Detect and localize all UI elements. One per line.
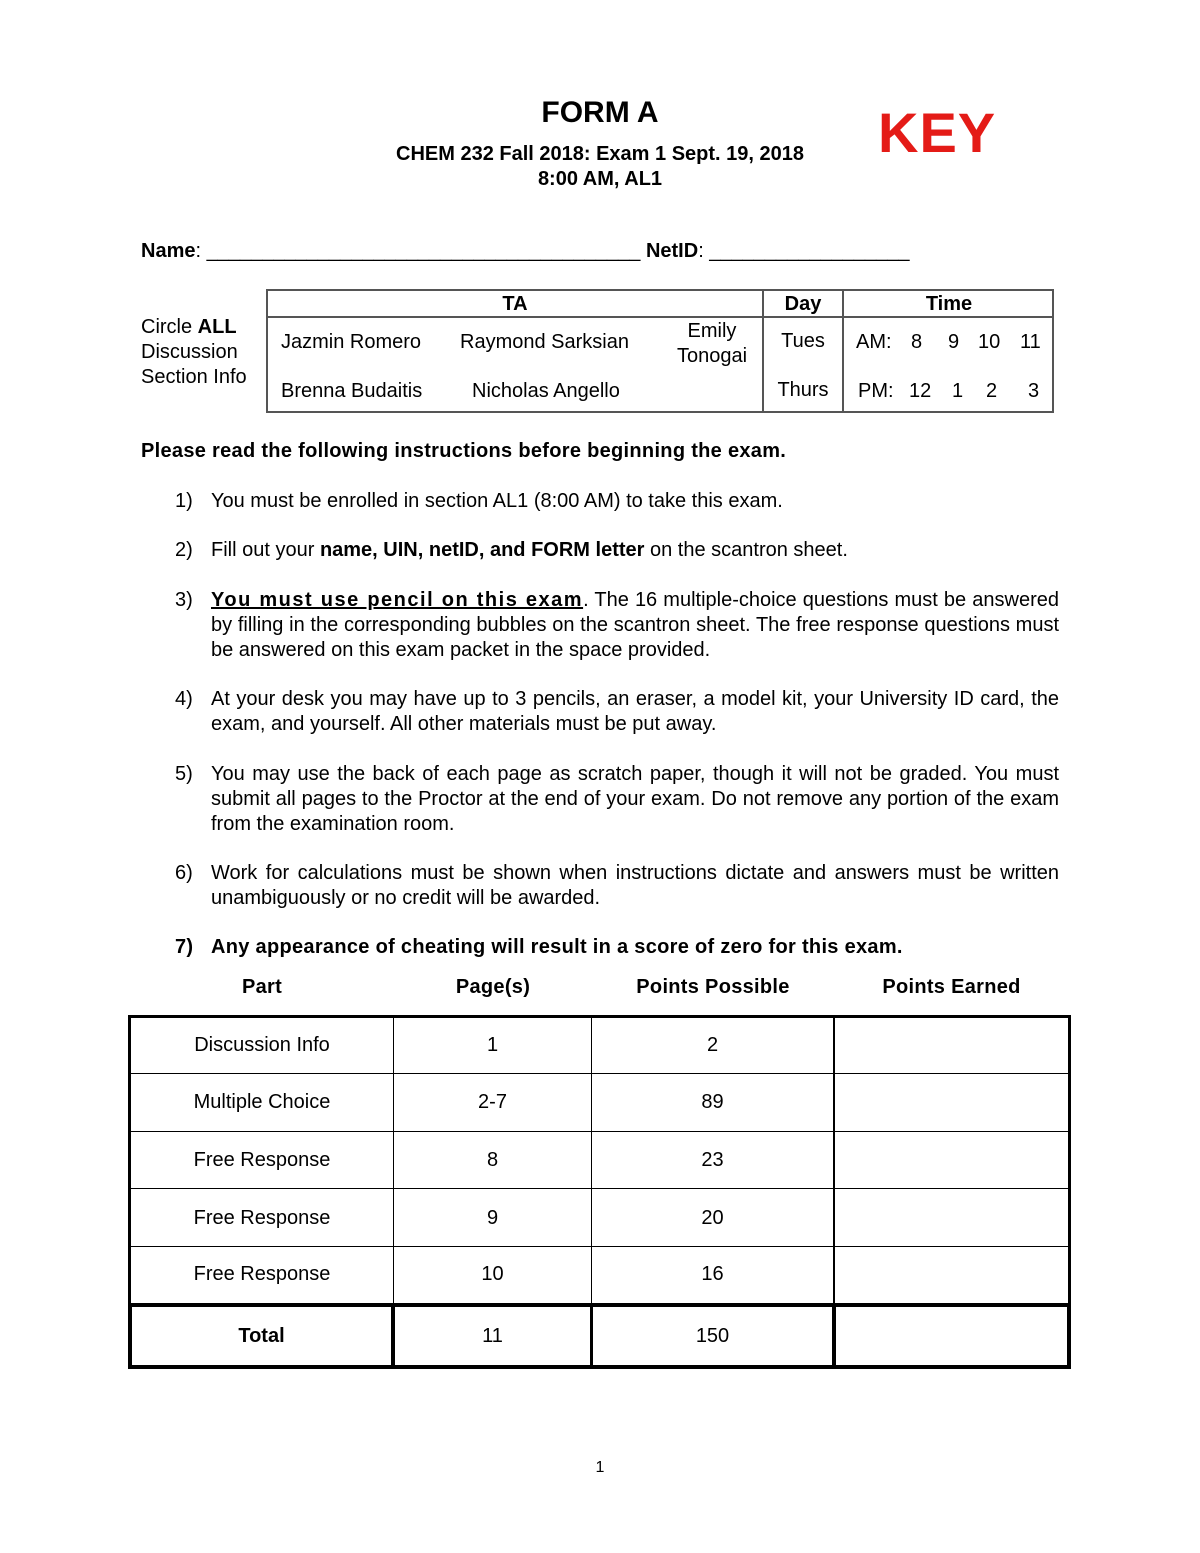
row2-points-earned[interactable] — [835, 1091, 1068, 1115]
instructions-heading: Please read the following instructions before beginning the exam. — [141, 440, 787, 462]
day-header: Day — [784, 293, 822, 315]
ta-header: TA — [502, 293, 528, 315]
instruction-2 — [141, 538, 1059, 563]
instruction-4 — [141, 687, 1059, 737]
ta-brenna-budaitis[interactable]: Brenna Budaitis — [281, 380, 423, 402]
row3-points-possible: 23 — [701, 1149, 724, 1171]
instruction-2-post: on the scantron sheet. — [644, 539, 848, 561]
pm-label: PM: — [858, 380, 894, 402]
time-am-10[interactable]: 10 — [978, 331, 1001, 353]
exam-title: CHEM 232 Fall 2018: Exam 1 Sept. 19, 2018 — [396, 143, 804, 165]
col-header-points-possible: Points Possible — [636, 976, 790, 998]
discussion-section-table — [266, 289, 1054, 413]
total-border-right — [1067, 1303, 1071, 1369]
instruction-5 — [141, 762, 1059, 837]
form-title: FORM A — [541, 96, 659, 129]
instruction-3-text — [211, 588, 1059, 663]
col-header-part: Part — [241, 976, 283, 998]
total-border-bottom — [128, 1365, 1071, 1369]
ta-emily-tonogai[interactable] — [674, 319, 750, 369]
am-label: AM: — [856, 331, 892, 353]
time-header: Time — [925, 293, 973, 315]
instruction-3-bold: You must use pencil on this exam — [211, 589, 584, 611]
circle-line3: Section Info — [141, 366, 247, 388]
row3-points-earned[interactable] — [835, 1149, 1068, 1173]
total-border-top — [128, 1303, 1071, 1307]
ta-emily-first: Emily — [687, 320, 737, 342]
netid-label: NetID — [645, 240, 699, 262]
row4-points-earned[interactable] — [835, 1207, 1068, 1231]
circle-text: Circle — [141, 316, 198, 338]
instruction-7-text: Any appearance of cheating will result in a score of zero for this exam. — [211, 936, 903, 958]
instruction-5-number: 5) — [175, 763, 193, 785]
time-pm-1[interactable]: 1 — [952, 380, 964, 402]
day-tues[interactable]: Tues — [781, 330, 825, 352]
instruction-6 — [141, 861, 1059, 911]
name-netid-row — [141, 240, 910, 263]
col-header-pages: Page(s) — [455, 976, 531, 998]
instruction-6-number: 6) — [175, 862, 193, 884]
row-divider-2 — [128, 1131, 1071, 1132]
circle-instruction — [141, 315, 247, 390]
instruction-4-number: 4) — [175, 688, 193, 710]
instruction-3 — [141, 588, 1059, 663]
time-am-8[interactable]: 8 — [911, 331, 923, 353]
instruction-6-text: Work for calculations must be shown when instructions dictate and answers must be written unambiguously or no credit will be awarded. — [211, 862, 1059, 909]
section-header-divider — [268, 316, 1052, 318]
circle-line2: Discussion — [141, 341, 238, 363]
row4-pages: 9 — [486, 1207, 499, 1229]
time-pm-3[interactable]: 3 — [1028, 380, 1040, 402]
col-header-points-earned: Points Earned — [882, 976, 1021, 998]
ta-emily-last: Tonogai — [676, 345, 748, 367]
row2-pages: 2-7 — [478, 1091, 507, 1113]
row5-points-possible: 16 — [701, 1263, 724, 1285]
day-thurs[interactable]: Thurs — [777, 379, 829, 401]
exam-session: 8:00 AM, AL1 — [537, 168, 663, 190]
row-divider-3 — [128, 1188, 1071, 1189]
row5-points-earned[interactable] — [835, 1263, 1068, 1287]
row-divider-1 — [128, 1073, 1071, 1074]
table-border-top — [128, 1015, 1071, 1018]
row-divider-4 — [128, 1246, 1071, 1247]
total-pages: 11 — [482, 1325, 503, 1347]
instruction-1 — [141, 489, 1059, 514]
instruction-2-bold: name, UIN, netID, and FORM letter — [319, 539, 645, 561]
instruction-7 — [141, 935, 1059, 960]
ta-raymond-sarksian[interactable]: Raymond Sarksian — [460, 331, 629, 353]
row1-points-possible: 2 — [706, 1034, 719, 1056]
row3-pages: 8 — [486, 1149, 499, 1171]
instruction-4-text: At your desk you may have up to 3 pencils, an eraser, a model kit, your University ID card, the exam, and yourself. All other materials must be put away. — [211, 688, 1059, 735]
instruction-5-text: You may use the back of each page as scratch paper, though it will not be graded. You must submit all pages to the Proctor at the end of your exam. Do not remove any portion of the exam from the examination room. — [211, 763, 1059, 835]
instruction-1-number: 1) — [175, 490, 193, 512]
total-points-earned[interactable] — [836, 1325, 1067, 1349]
row4-points-possible: 20 — [701, 1207, 724, 1229]
instruction-3-post: . The 16 multiple-choice questions must be answered by filling in the corresponding bubbles on the scantron sheet. The free response questions must be answered on this exam packet in the space provided. — [211, 589, 1059, 661]
netid-field[interactable]: : __________________ — [698, 240, 910, 262]
row1-pages: 1 — [486, 1034, 499, 1056]
row2-points-possible: 89 — [701, 1091, 724, 1113]
instruction-2-number: 2) — [175, 539, 193, 561]
total-points-possible: 150 — [695, 1325, 730, 1347]
ta-jazmin-romero[interactable]: Jazmin Romero — [281, 331, 422, 353]
ta-nicholas-angello[interactable]: Nicholas Angello — [472, 380, 620, 402]
total-label: Total — [238, 1325, 285, 1347]
time-pm-12[interactable]: 12 — [909, 380, 932, 402]
instruction-3-number: 3) — [175, 589, 193, 611]
key-stamp: KEY — [878, 101, 997, 164]
row5-part: Free Response — [193, 1263, 331, 1285]
name-label: Name — [141, 240, 196, 262]
instruction-7-number: 7) — [175, 936, 194, 958]
row4-part: Free Response — [193, 1207, 331, 1229]
row1-points-earned[interactable] — [835, 1034, 1068, 1058]
instruction-2-text — [211, 538, 1059, 563]
row1-part: Discussion Info — [194, 1034, 330, 1056]
time-am-9[interactable]: 9 — [948, 331, 960, 353]
name-field[interactable]: : _______________________________________ — [195, 240, 646, 262]
page-number: 1 — [595, 1459, 605, 1476]
row5-pages: 10 — [481, 1263, 504, 1285]
time-am-11[interactable]: 11 — [1020, 331, 1041, 353]
instruction-2-pre: Fill out your — [211, 539, 320, 561]
instruction-1-text: You must be enrolled in section AL1 (8:00 AM) to take this exam. — [211, 490, 783, 512]
circle-all: ALL — [197, 316, 237, 338]
row3-part: Free Response — [193, 1149, 331, 1171]
row2-part: Multiple Choice — [193, 1091, 331, 1113]
points-table — [128, 1015, 1071, 1369]
time-pm-2[interactable]: 2 — [986, 380, 998, 402]
